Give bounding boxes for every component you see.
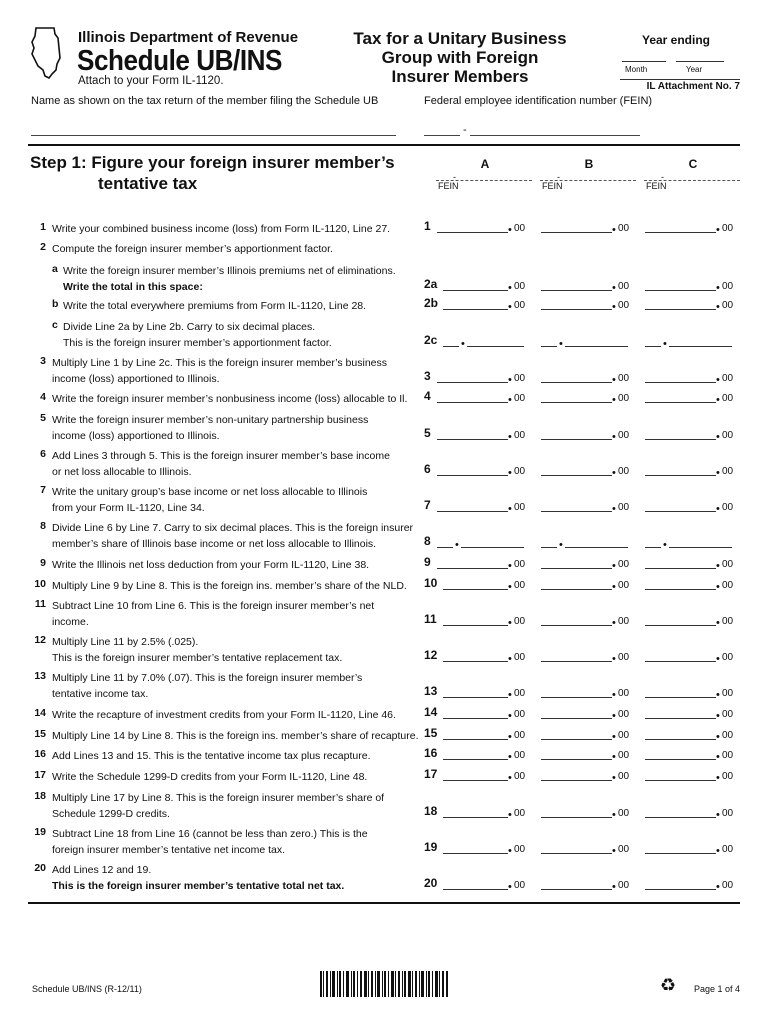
amount-field-col-c[interactable] bbox=[645, 686, 738, 701]
line-number: 19 bbox=[34, 826, 46, 838]
cents-value: 00 bbox=[722, 730, 734, 741]
amount-field-col-b[interactable] bbox=[541, 728, 634, 743]
line-number: 7 bbox=[40, 484, 46, 496]
cents-value: 00 bbox=[618, 688, 630, 699]
fein-suffix-input[interactable] bbox=[470, 135, 640, 136]
decimal-point: • bbox=[508, 689, 512, 701]
amount-field-col-b[interactable] bbox=[541, 614, 634, 629]
barcode bbox=[320, 971, 448, 997]
amount-field-col-c[interactable] bbox=[645, 536, 738, 551]
form-id: Schedule UB/INS (R-12/11) bbox=[32, 984, 142, 994]
cents-value: 00 bbox=[514, 281, 526, 292]
cents-value: 00 bbox=[722, 750, 734, 761]
line-reference: 14 bbox=[424, 705, 438, 719]
line-reference: 11 bbox=[424, 612, 437, 626]
decimal-point: • bbox=[612, 282, 616, 294]
line-number: 13 bbox=[34, 670, 46, 682]
decimal-point: • bbox=[612, 394, 616, 406]
line-text: Write the total everywhere premiums from Form IL-1120, Line 28. bbox=[63, 300, 367, 312]
line-text: Subtract Line 18 from Line 16 (cannot be less than zero.) This is the foreign insurer member’s tentative net income tax. bbox=[52, 828, 368, 856]
column-c-header: C bbox=[688, 157, 698, 171]
cents-value: 00 bbox=[618, 373, 630, 384]
column-a-fein-dash: - bbox=[453, 172, 456, 182]
line-number: 4 bbox=[40, 391, 46, 403]
cents-value: 00 bbox=[618, 652, 630, 663]
line-reference: 8 bbox=[424, 534, 431, 548]
cents-value: 00 bbox=[618, 616, 630, 627]
amount-field-col-c[interactable] bbox=[645, 842, 738, 857]
amount-field-col-c[interactable] bbox=[645, 428, 738, 443]
amount-field-col-a[interactable] bbox=[443, 279, 530, 294]
month-label: Month bbox=[625, 65, 648, 74]
line-text: Compute the foreign insurer member’s apportionment factor. bbox=[52, 243, 333, 255]
line-reference: 2b bbox=[424, 296, 439, 310]
cents-value: 00 bbox=[722, 652, 734, 663]
line-text: Write the recapture of investment credits from your Form IL-1120, Line 46. bbox=[52, 709, 396, 721]
decimal-point: • bbox=[612, 731, 616, 743]
cents-value: 00 bbox=[618, 300, 630, 311]
amount-field-col-b[interactable] bbox=[541, 428, 634, 443]
name-input[interactable] bbox=[31, 135, 396, 136]
line-text: Add Lines 3 through 5. This is the foreign insurer member’s base income or net loss allocable to Illinois. bbox=[52, 450, 390, 478]
decimal-point: • bbox=[612, 560, 616, 572]
decimal-point: • bbox=[455, 539, 459, 551]
decimal-point: • bbox=[663, 338, 667, 350]
decimal-point: • bbox=[612, 751, 616, 763]
decimal-point: • bbox=[612, 374, 616, 386]
amount-field-col-b[interactable] bbox=[541, 391, 634, 406]
line-reference: 7 bbox=[424, 498, 431, 512]
decimal-point: • bbox=[612, 809, 616, 821]
amount-field-col-a[interactable] bbox=[443, 707, 530, 722]
cents-value: 00 bbox=[514, 559, 526, 570]
cents-value: 00 bbox=[618, 771, 630, 782]
cents-value: 00 bbox=[514, 750, 526, 761]
cents-value: 00 bbox=[618, 559, 630, 570]
amount-field-col-a[interactable] bbox=[443, 878, 530, 893]
decimal-point: • bbox=[716, 560, 720, 572]
column-b-fein-label: FEIN bbox=[542, 181, 563, 191]
decimal-point: • bbox=[508, 503, 512, 515]
decimal-point: • bbox=[612, 581, 616, 593]
amount-field-col-b[interactable] bbox=[541, 221, 634, 236]
line-number: 9 bbox=[40, 557, 46, 569]
line-text: Subtract Line 10 from Line 6. This is the foreign insurer member’s net income. bbox=[52, 600, 375, 628]
decimal-point: • bbox=[508, 374, 512, 386]
decimal-point: • bbox=[612, 467, 616, 479]
line-text: Divide Line 2a by Line 2b. Carry to six decimal places. This is the foreign insurer member’s apportionment factor. bbox=[63, 321, 332, 349]
line-reference: 9 bbox=[424, 555, 431, 569]
amount-field-col-c[interactable] bbox=[645, 464, 738, 479]
cents-value: 00 bbox=[722, 430, 734, 441]
cents-value: 00 bbox=[722, 688, 734, 699]
decimal-point: • bbox=[612, 503, 616, 515]
line-reference: 6 bbox=[424, 462, 431, 476]
decimal-point: • bbox=[716, 731, 720, 743]
line-reference: 15 bbox=[424, 726, 438, 740]
amount-field-col-b[interactable] bbox=[541, 536, 634, 551]
cents-value: 00 bbox=[722, 559, 734, 570]
decimal-point: • bbox=[716, 224, 720, 236]
cents-value: 00 bbox=[514, 844, 526, 855]
cents-value: 00 bbox=[514, 709, 526, 720]
amount-field-col-a[interactable] bbox=[443, 578, 530, 593]
decimal-point: • bbox=[612, 845, 616, 857]
line-number: 3 bbox=[40, 355, 46, 367]
decimal-point: • bbox=[716, 772, 720, 784]
decimal-point: • bbox=[508, 809, 512, 821]
decimal-point: • bbox=[461, 338, 465, 350]
line-text: Write the foreign insurer member’s Illinois premiums net of eliminations. Write the total in this space: bbox=[63, 265, 396, 293]
cents-value: 00 bbox=[514, 616, 526, 627]
line-reference: 2c bbox=[424, 333, 438, 347]
cents-value: 00 bbox=[514, 466, 526, 477]
line-reference: 13 bbox=[424, 684, 438, 698]
cents-value: 00 bbox=[514, 730, 526, 741]
cents-value: 00 bbox=[722, 502, 734, 513]
cents-value: 00 bbox=[514, 880, 526, 891]
decimal-point: • bbox=[508, 772, 512, 784]
attachment-number: IL Attachment No. 7 bbox=[620, 79, 740, 92]
line-reference: 17 bbox=[424, 767, 438, 781]
decimal-point: • bbox=[716, 617, 720, 629]
amount-field-col-c[interactable] bbox=[645, 391, 738, 406]
line-reference: 12 bbox=[424, 648, 438, 662]
amount-field-col-a[interactable] bbox=[437, 500, 530, 515]
amount-field-col-a[interactable] bbox=[443, 748, 530, 763]
column-c-fein-label: FEIN bbox=[646, 181, 667, 191]
month-field[interactable] bbox=[622, 61, 666, 62]
amount-field-col-b[interactable] bbox=[541, 650, 634, 665]
cents-value: 00 bbox=[514, 580, 526, 591]
line-reference: 16 bbox=[424, 746, 438, 760]
decimal-point: • bbox=[716, 282, 720, 294]
amount-field-col-b[interactable] bbox=[541, 748, 634, 763]
schedule-title: Schedule UB/INS bbox=[77, 45, 283, 77]
line-reference: 10 bbox=[424, 576, 438, 590]
amount-field-col-a[interactable] bbox=[437, 371, 530, 386]
line-number: 8 bbox=[40, 520, 46, 532]
column-b-header: B bbox=[584, 157, 594, 171]
decimal-point: • bbox=[716, 301, 720, 313]
decimal-point: • bbox=[716, 374, 720, 386]
line-text: Multiply Line 11 by 7.0% (.07). This is the foreign insurer member’s tentative income tax. bbox=[52, 672, 363, 700]
decimal-point: • bbox=[508, 301, 512, 313]
amount-field-col-c[interactable] bbox=[645, 371, 738, 386]
amount-field-col-c[interactable] bbox=[645, 298, 738, 313]
decimal-point: • bbox=[508, 845, 512, 857]
line-text: Write the foreign insurer member’s non-unitary partnership business income (loss) apportioned to Illinois. bbox=[52, 414, 369, 442]
attach-note: Attach to your Form IL-1120. bbox=[78, 75, 224, 87]
amount-field-col-a[interactable] bbox=[443, 728, 530, 743]
line-text: Multiply Line 17 by Line 8. This is the foreign insurer member’s share of Schedule 1299-D credits. bbox=[52, 792, 385, 820]
decimal-point: • bbox=[508, 653, 512, 665]
decimal-point: • bbox=[508, 617, 512, 629]
decimal-point: • bbox=[612, 710, 616, 722]
divider-top bbox=[28, 144, 740, 146]
decimal-point: • bbox=[716, 581, 720, 593]
amount-field-col-a[interactable] bbox=[443, 650, 530, 665]
agency-name: Illinois Department of Revenue bbox=[78, 29, 299, 46]
amount-field-col-c[interactable] bbox=[645, 806, 738, 821]
decimal-point: • bbox=[716, 751, 720, 763]
amount-field-col-c[interactable] bbox=[645, 279, 738, 294]
amount-field-col-a[interactable] bbox=[437, 428, 530, 443]
decimal-point: • bbox=[612, 881, 616, 893]
line-reference: 20 bbox=[424, 876, 438, 890]
amount-field-col-b[interactable] bbox=[541, 707, 634, 722]
cents-value: 00 bbox=[514, 502, 526, 513]
decimal-point: • bbox=[508, 394, 512, 406]
line-text: Write the unitary group’s base income or net loss allocable to Illinois from your Form IL-1120, Line 34. bbox=[52, 486, 368, 514]
amount-field-col-c[interactable] bbox=[645, 500, 738, 515]
amount-field-col-c[interactable] bbox=[645, 557, 738, 572]
line-sub-letter: a bbox=[52, 263, 58, 275]
year-field[interactable] bbox=[676, 61, 724, 62]
form-title: Tax for a Unitary Business Group with Foreign Insurer Members bbox=[353, 29, 567, 86]
decimal-point: • bbox=[612, 431, 616, 443]
decimal-point: • bbox=[508, 581, 512, 593]
line-text: Multiply Line 11 by 2.5% (.025). This is the foreign insurer member’s tentative replacement tax. bbox=[52, 636, 343, 664]
amount-field-col-b[interactable] bbox=[541, 557, 634, 572]
amount-field-col-a[interactable] bbox=[443, 686, 530, 701]
line-text: Write the foreign insurer member’s nonbusiness income (loss) allocable to Il. bbox=[52, 393, 408, 405]
amount-field-col-a[interactable] bbox=[443, 769, 530, 784]
cents-value: 00 bbox=[722, 771, 734, 782]
amount-field-col-c[interactable] bbox=[645, 878, 738, 893]
decimal-point: • bbox=[612, 653, 616, 665]
decimal-point: • bbox=[508, 731, 512, 743]
line-reference: 3 bbox=[424, 369, 431, 383]
illinois-state-icon bbox=[30, 26, 64, 80]
line-text: Divide Line 6 by Line 7. Carry to six decimal places. This is the foreign insurer member’s share of Illinois base income or net loss allocable to Illinois. bbox=[52, 522, 414, 550]
cents-value: 00 bbox=[618, 430, 630, 441]
amount-field-col-b[interactable] bbox=[541, 842, 634, 857]
cents-value: 00 bbox=[618, 580, 630, 591]
cents-value: 00 bbox=[618, 223, 630, 234]
cents-value: 00 bbox=[722, 281, 734, 292]
cents-value: 00 bbox=[722, 466, 734, 477]
cents-value: 00 bbox=[722, 880, 734, 891]
cents-value: 00 bbox=[514, 771, 526, 782]
decimal-point: • bbox=[508, 560, 512, 572]
amount-field-col-a[interactable] bbox=[437, 557, 530, 572]
decimal-point: • bbox=[716, 467, 720, 479]
decimal-point: • bbox=[716, 503, 720, 515]
amount-field-col-c[interactable] bbox=[645, 769, 738, 784]
cents-value: 00 bbox=[618, 466, 630, 477]
amount-field-col-a[interactable] bbox=[443, 335, 530, 350]
cents-value: 00 bbox=[514, 688, 526, 699]
line-number: 17 bbox=[34, 769, 46, 781]
amount-field-col-a[interactable] bbox=[437, 221, 530, 236]
cents-value: 00 bbox=[618, 880, 630, 891]
line-text: Write the Illinois net loss deduction from your Form IL-1120, Line 38. bbox=[52, 559, 370, 571]
amount-field-col-a[interactable] bbox=[443, 614, 530, 629]
fein-prefix-input[interactable] bbox=[424, 135, 460, 136]
decimal-point: • bbox=[612, 772, 616, 784]
line-text: Add Lines 12 and 19. This is the foreign insurer member’s tentative total net tax. bbox=[52, 864, 345, 892]
amount-field-col-b[interactable] bbox=[541, 878, 634, 893]
column-a-fein-label: FEIN bbox=[438, 181, 459, 191]
line-number: 5 bbox=[40, 412, 46, 424]
cents-value: 00 bbox=[722, 709, 734, 720]
line-reference: 1 bbox=[424, 219, 431, 233]
decimal-point: • bbox=[716, 710, 720, 722]
cents-value: 00 bbox=[618, 844, 630, 855]
decimal-point: • bbox=[559, 539, 563, 551]
cents-value: 00 bbox=[722, 580, 734, 591]
decimal-point: • bbox=[612, 301, 616, 313]
decimal-point: • bbox=[508, 431, 512, 443]
cents-value: 00 bbox=[722, 223, 734, 234]
decimal-point: • bbox=[663, 539, 667, 551]
line-number: 2 bbox=[40, 241, 46, 253]
column-a-header: A bbox=[480, 157, 490, 171]
year-ending-label: Year ending bbox=[641, 33, 711, 47]
cents-value: 00 bbox=[514, 430, 526, 441]
decimal-point: • bbox=[716, 394, 720, 406]
amount-field-col-b[interactable] bbox=[541, 578, 634, 593]
line-reference: 18 bbox=[424, 804, 438, 818]
recycle-icon: ♻ bbox=[660, 975, 677, 995]
line-sub-letter: c bbox=[52, 319, 58, 331]
cents-value: 00 bbox=[618, 730, 630, 741]
cents-value: 00 bbox=[514, 373, 526, 384]
cents-value: 00 bbox=[618, 281, 630, 292]
decimal-point: • bbox=[508, 467, 512, 479]
amount-field-col-c[interactable] bbox=[645, 578, 738, 593]
line-number: 10 bbox=[34, 578, 46, 590]
line-number: 18 bbox=[34, 790, 46, 802]
fein-dash: - bbox=[463, 124, 467, 136]
decimal-point: • bbox=[508, 881, 512, 893]
decimal-point: • bbox=[559, 338, 563, 350]
line-text: Write your combined business income (loss) from Form IL-1120, Line 27. bbox=[52, 223, 391, 235]
amount-field-col-a[interactable] bbox=[443, 842, 530, 857]
decimal-point: • bbox=[612, 224, 616, 236]
amount-field-col-b[interactable] bbox=[541, 500, 634, 515]
amount-field-col-c[interactable] bbox=[645, 707, 738, 722]
amount-field-col-b[interactable] bbox=[541, 806, 634, 821]
cents-value: 00 bbox=[722, 373, 734, 384]
step-heading: Step 1: Figure your foreign insurer member’s tentative tax bbox=[30, 153, 395, 193]
cents-value: 00 bbox=[722, 393, 734, 404]
decimal-point: • bbox=[716, 653, 720, 665]
amount-field-col-c[interactable] bbox=[645, 614, 738, 629]
cents-value: 00 bbox=[618, 393, 630, 404]
cents-value: 00 bbox=[514, 223, 526, 234]
column-c-fein-dash: - bbox=[661, 172, 664, 182]
decimal-point: • bbox=[508, 224, 512, 236]
line-number: 12 bbox=[34, 634, 46, 646]
amount-field-col-c[interactable] bbox=[645, 748, 738, 763]
amount-field-col-b[interactable] bbox=[541, 335, 634, 350]
line-text: Multiply Line 14 by Line 8. This is the foreign ins. member’s share of recapture. bbox=[52, 730, 419, 742]
line-reference: 4 bbox=[424, 389, 431, 403]
cents-value: 00 bbox=[722, 300, 734, 311]
decimal-point: • bbox=[716, 845, 720, 857]
cents-value: 00 bbox=[514, 652, 526, 663]
amount-field-col-c[interactable] bbox=[645, 650, 738, 665]
cents-value: 00 bbox=[618, 750, 630, 761]
cents-value: 00 bbox=[514, 300, 526, 311]
line-number: 14 bbox=[34, 707, 46, 719]
amount-field-col-a[interactable] bbox=[443, 806, 530, 821]
amount-field-col-c[interactable] bbox=[645, 335, 738, 350]
amount-field-col-b[interactable] bbox=[541, 464, 634, 479]
decimal-point: • bbox=[612, 617, 616, 629]
amount-field-col-b[interactable] bbox=[541, 769, 634, 784]
line-number: 15 bbox=[34, 728, 46, 740]
line-reference: 2a bbox=[424, 277, 438, 291]
cents-value: 00 bbox=[722, 844, 734, 855]
cents-value: 00 bbox=[722, 616, 734, 627]
line-text: Multiply Line 1 by Line 2c. This is the foreign insurer member’s business income (loss) apportioned to Illinois. bbox=[52, 357, 387, 385]
line-reference: 19 bbox=[424, 840, 438, 854]
divider-bottom bbox=[28, 902, 740, 904]
decimal-point: • bbox=[612, 689, 616, 701]
amount-field-col-b[interactable] bbox=[541, 298, 634, 313]
line-number: 1 bbox=[40, 221, 46, 233]
decimal-point: • bbox=[716, 431, 720, 443]
cents-value: 00 bbox=[722, 808, 734, 819]
decimal-point: • bbox=[716, 881, 720, 893]
column-b-fein-dash: - bbox=[557, 172, 560, 182]
amount-field-col-b[interactable] bbox=[541, 371, 634, 386]
amount-field-col-c[interactable] bbox=[645, 728, 738, 743]
line-text: Add Lines 13 and 15. This is the tentative income tax plus recapture. bbox=[52, 750, 371, 762]
amount-field-col-b[interactable] bbox=[541, 686, 634, 701]
line-text: Write the Schedule 1299-D credits from your Form IL-1120, Line 48. bbox=[52, 771, 368, 783]
cents-value: 00 bbox=[618, 502, 630, 513]
line-number: 20 bbox=[34, 862, 46, 874]
year-label: Year bbox=[686, 65, 703, 74]
name-label: Name as shown on the tax return of the member filing the Schedule UB bbox=[31, 95, 379, 107]
line-number: 16 bbox=[34, 748, 46, 760]
cents-value: 00 bbox=[514, 808, 526, 819]
amount-field-col-c[interactable] bbox=[645, 221, 738, 236]
line-number: 6 bbox=[40, 448, 46, 460]
amount-field-col-b[interactable] bbox=[541, 279, 634, 294]
decimal-point: • bbox=[508, 751, 512, 763]
line-reference: 5 bbox=[424, 426, 431, 440]
decimal-point: • bbox=[508, 710, 512, 722]
cents-value: 00 bbox=[618, 808, 630, 819]
line-number: 11 bbox=[34, 598, 46, 610]
cents-value: 00 bbox=[618, 709, 630, 720]
line-text: Multiply Line 9 by Line 8. This is the foreign ins. member’s share of the NLD. bbox=[52, 580, 407, 592]
line-sub-letter: b bbox=[52, 298, 59, 310]
amount-field-col-a[interactable] bbox=[443, 298, 530, 313]
page-number: Page 1 of 4 bbox=[694, 984, 741, 994]
amount-field-col-a[interactable] bbox=[437, 391, 530, 406]
decimal-point: • bbox=[508, 282, 512, 294]
amount-field-col-a[interactable] bbox=[437, 464, 530, 479]
fein-label: Federal employee identification number (FEIN) bbox=[424, 95, 653, 107]
cents-value: 00 bbox=[514, 393, 526, 404]
decimal-point: • bbox=[716, 689, 720, 701]
decimal-point: • bbox=[716, 809, 720, 821]
amount-field-col-a[interactable] bbox=[437, 536, 530, 551]
